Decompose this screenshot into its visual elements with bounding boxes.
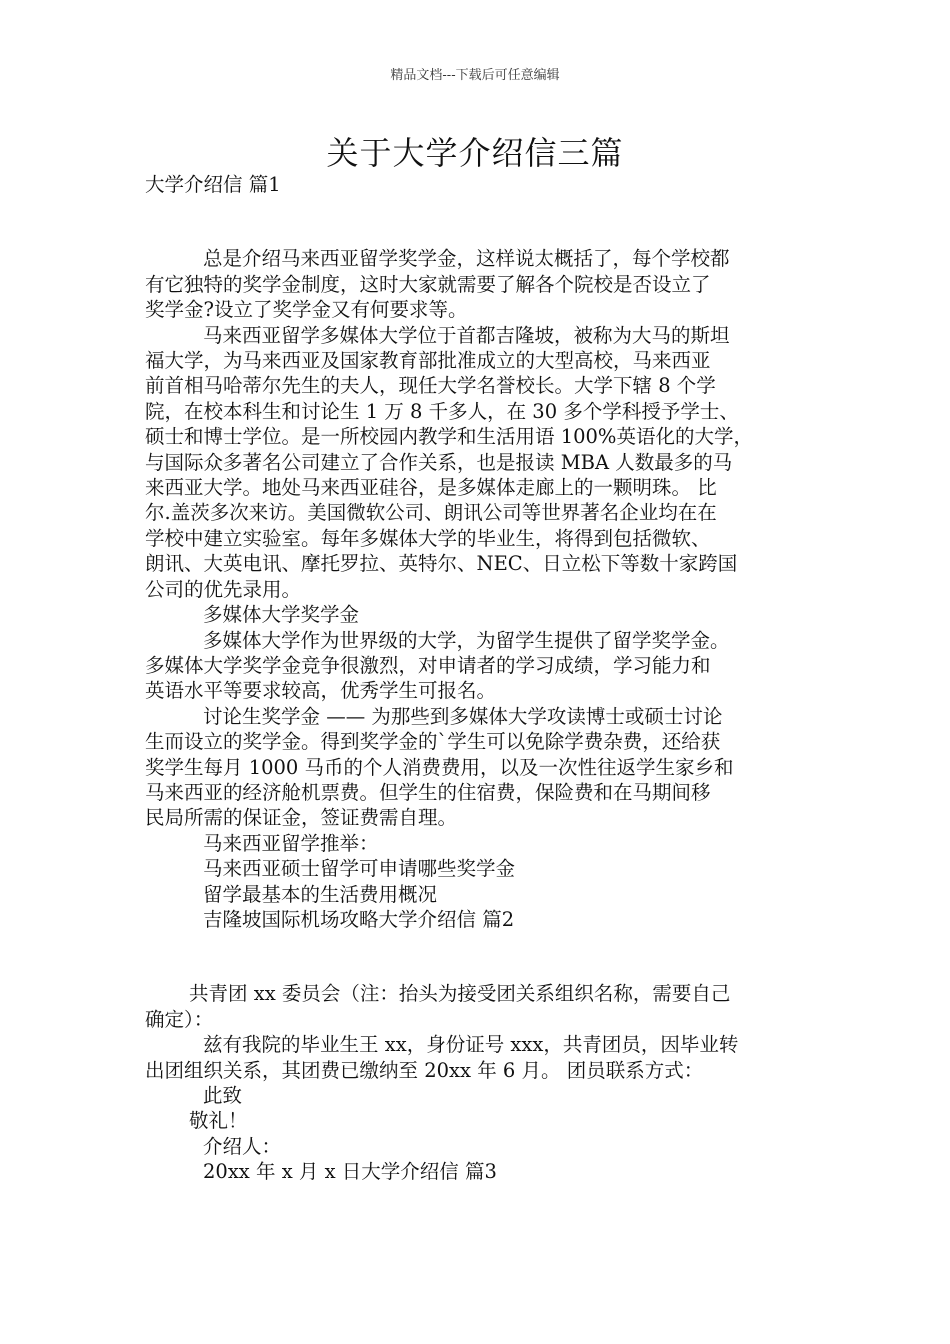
text-line: 尔.盖茨多次来访。美国微软公司、朗讯公司等世界著名企业均在在 — [145, 501, 717, 525]
paragraph-scholarship — [145, 628, 825, 704]
subheading-scholarship: 多媒体大学奖学金 — [203, 603, 360, 627]
text-line: 共青团 xx 委员会（注：抬头为接受团关系组织名称，需要自己 — [189, 982, 731, 1006]
paragraph-postgrad-scholarship — [145, 704, 825, 831]
introducer-line: 介绍人： — [203, 1134, 282, 1158]
paragraph-addressee — [145, 981, 825, 1032]
text-line: 英语水平等要求较高，优秀学生可报名。 — [145, 679, 497, 703]
closing-salute: 敬礼！ — [189, 1109, 248, 1133]
paragraph-letter-body — [145, 1032, 825, 1083]
text-line: 马来西亚的经济舱机票费。但学生的住宿费，保险费和在马期间移 — [145, 780, 711, 804]
text-line: 生而设立的奖学金。得到奖学金的`学生可以免除学费杂费，还给获 — [145, 730, 721, 754]
text-line: 民局所需的保证金，签证费需自理。 — [145, 806, 458, 830]
document-title: 关于大学介绍信三篇 — [326, 134, 624, 172]
recommend-heading: 马来西亚留学推举： — [203, 831, 379, 855]
section-heading: 吉隆坡国际机场攻略大学介绍信 篇2 — [203, 907, 515, 931]
date-line: 20xx 年 x 月 x 日大学介绍信 篇3 — [203, 1160, 497, 1184]
text-line: 出团组织关系，其团费已缴纳至 20xx 年 6 月。 团员联系方式： — [145, 1058, 704, 1082]
text-line: 多媒体大学奖学金竞争很激烈，对申请者的学习成绩，学习能力和 — [145, 653, 711, 677]
document-body — [145, 172, 825, 1185]
page-header: 精品文档---下载后可任意编辑 — [390, 68, 560, 83]
text-line: 有它独特的奖学金制度，这时大家就需要了解各个院校是否设立了 — [145, 272, 711, 296]
text-line: 前首相马哈蒂尔先生的夫人，现任大学名誉校长。大学下辖 8 个学 — [145, 374, 716, 398]
text-line: 福大学，为马来西亚及国家教育部批准成立的大型高校，马来西亚 — [145, 349, 711, 373]
text-line: 硕士和博士学位。是一所校园内教学和生活用语 100%英语化的大学， — [145, 425, 753, 449]
text-line: 马来西亚留学多媒体大学位于首都吉隆坡，被称为大马的斯坦 — [203, 323, 730, 347]
text-line: 公司的优先录用。 — [145, 577, 302, 601]
text-line: 朗讯、大英电讯、摩托罗拉、英特尔、NEC、日立松下等数十家跨国 — [145, 552, 738, 576]
section-heading: 大学介绍信 篇1 — [145, 173, 281, 196]
text-line: 讨论生奖学金 —— 为那些到多媒体大学攻读博士或硕士讨论 — [203, 704, 723, 728]
text-line: 奖学生每月 1000 马币的个人消费费用，以及一次性往返学生家乡和 — [145, 755, 734, 779]
recommend-item: 留学最基本的生活费用概况 — [203, 882, 438, 906]
recommend-item: 马来西亚硕士留学可申请哪些奖学金 — [203, 857, 516, 881]
text-line: 多媒体大学作为世界级的大学，为留学生提供了留学奖学金。 — [203, 628, 730, 652]
text-line: 总是介绍马来西亚留学奖学金，这样说太概括了，每个学校都 — [203, 247, 730, 271]
closing-line: 此致 — [203, 1084, 243, 1107]
paragraph-university — [145, 323, 825, 602]
text-line: 奖学金?设立了奖学金又有何要求等。 — [145, 298, 468, 322]
text-line: 院，在校本科生和讨论生 1 万 8 千多人，在 30 多个学科授予学士、 — [145, 399, 739, 423]
paragraph-intro — [145, 246, 825, 322]
text-line: 兹有我院的毕业生王 xx，身份证号 xxx，共青团员，因毕业转 — [203, 1033, 739, 1057]
spacer — [145, 932, 825, 981]
text-line: 学校中建立实验室。每年多媒体大学的毕业生，将得到包括微软、 — [145, 526, 711, 550]
spacer — [145, 197, 825, 246]
text-line: 来西亚大学。地处马来西亚硅谷，是多媒体走廊上的一颗明珠。 比 — [145, 476, 717, 500]
text-line: 与国际众多著名公司建立了合作关系，也是报读 MBA 人数最多的马 — [145, 450, 733, 474]
text-line: 确定）： — [145, 1007, 214, 1031]
